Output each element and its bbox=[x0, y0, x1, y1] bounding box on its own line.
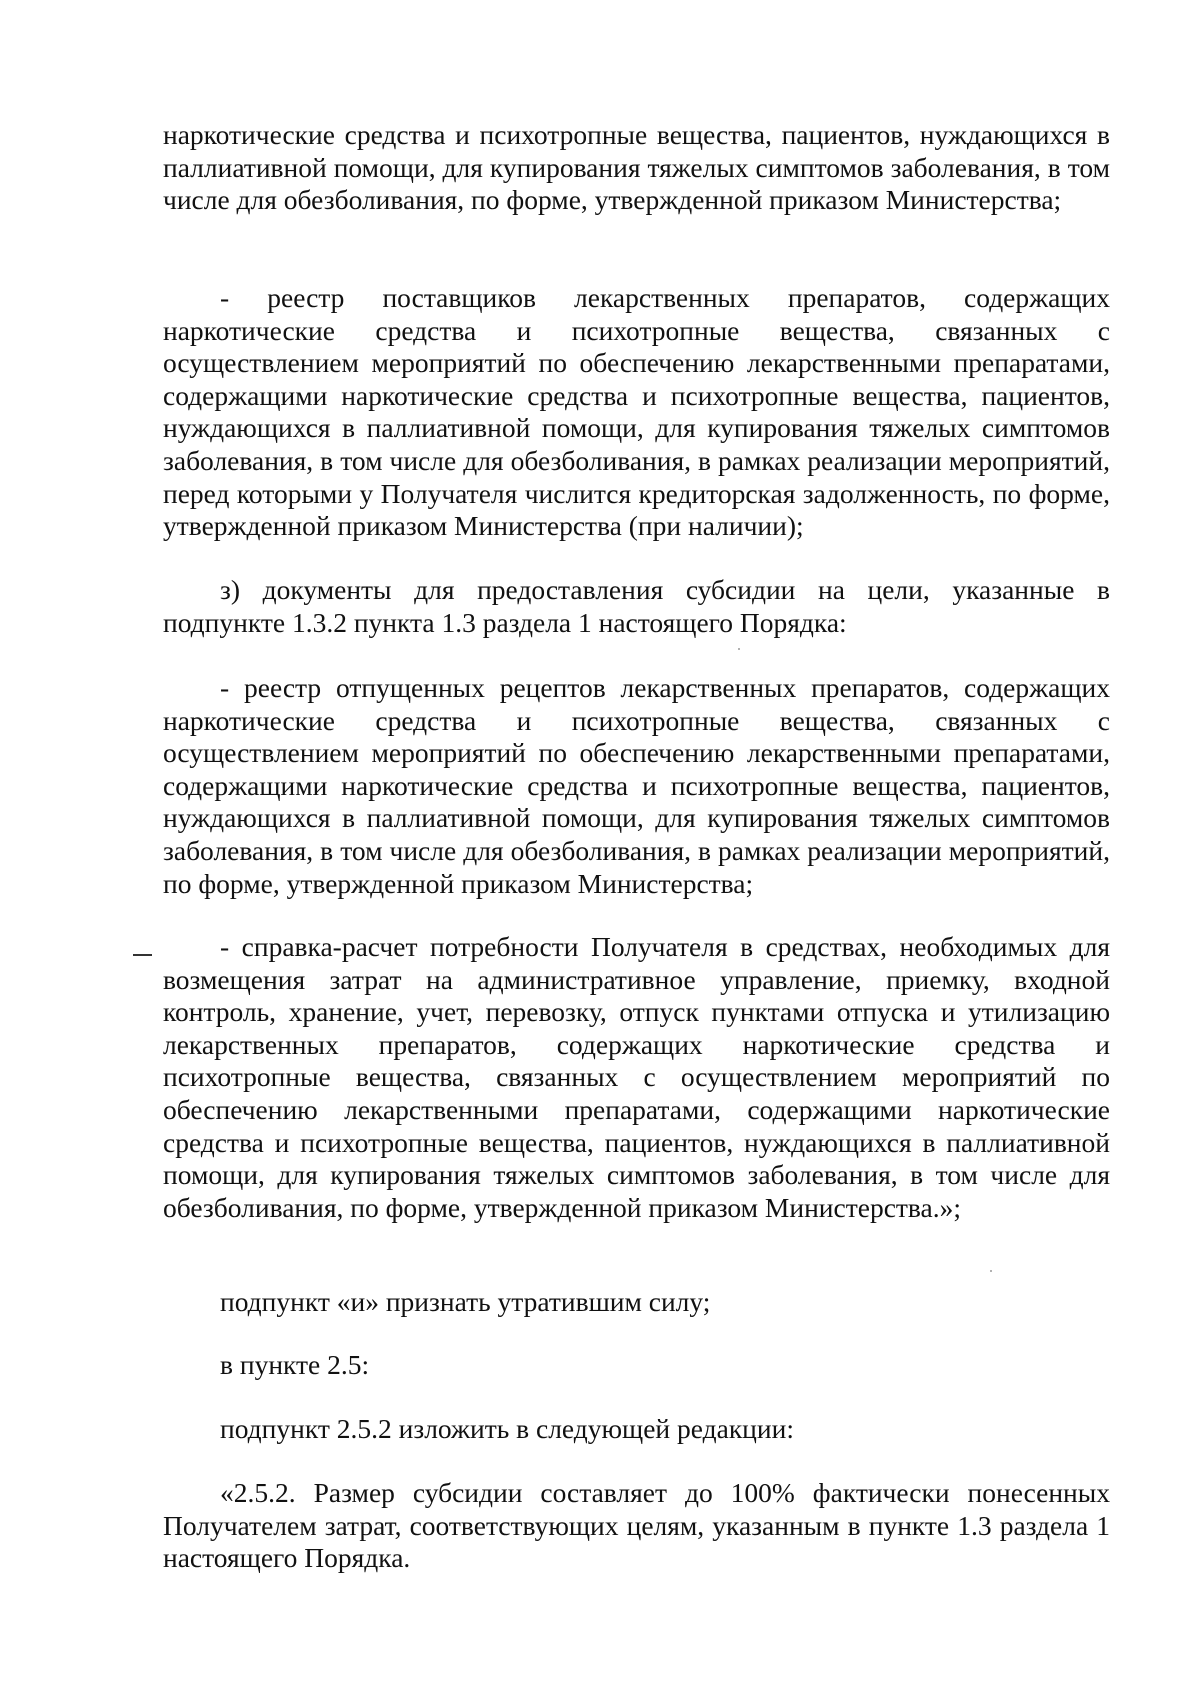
paragraph-supplier-registry: - реестр поставщиков лекарственных препаратов, содержащих наркотические средства и психотропные вещества, связанных с осуществлением мероприятий по обеспечению лекарственными препаратами, содержащими наркотические средства и психотропные вещества, пациентов, нуждающихся в паллиативной помощи, для купирования тяжелых симптомов заболевания, в том числе для обезболивания, в рамках реализации мероприятий, перед которыми у Получателя числится кредиторская задолженность, по форме, утвержденной приказом Министерства (при наличии); bbox=[163, 282, 1110, 542]
paragraph-subitem-2-5-2-intro: подпункт 2.5.2 изложить в следующей редакции: bbox=[220, 1413, 794, 1444]
paragraph-subsidy-amount: «2.5.2. Размер субсидии составляет до 100% фактически понесенных Получателем затрат, соответствующих целям, указанным в пункте 1.3 раздела 1 настоящего Порядка. bbox=[163, 1477, 1110, 1574]
paragraph-item-z-documents: з) документы для предоставления субсидии на цели, указанные в подпункте 1.3.2 пункта 1.3 раздела 1 настоящего Порядка: bbox=[163, 574, 1110, 638]
paragraph-continuation-narcotic-list: наркотические средства и психотропные вещества, пациентов, нуждающихся в паллиативной помощи, для купирования тяжелых симптомов заболевания, в том числе для обезболивания, по форме, утвержденной приказом Министерства; bbox=[163, 119, 1110, 216]
paragraph-subitem-i-void: подпункт «и» признать утратившим силу; bbox=[220, 1286, 711, 1317]
scan-speck bbox=[990, 1270, 992, 1272]
scan-speck bbox=[738, 648, 740, 650]
paragraph-prescription-registry: - реестр отпущенных рецептов лекарственных препаратов, содержащих наркотические средства и психотропные вещества, связанных с осуществлением мероприятий по обеспечению лекарственными препаратами, содержащими наркотические средства и психотропные вещества, пациентов, нуждающихся в паллиативной помощи, для купирования тяжелых симптомов заболевания, в том числе для обезболивания, в рамках реализации мероприятий, по форме, утвержденной приказом Министерства; bbox=[163, 672, 1110, 899]
paragraph-cost-calculation: - справка-расчет потребности Получателя в средствах, необходимых для возмещения затрат на административное управление, приемку, входной контроль, хранение, учет, перевозку, отпуск пунктами отпуска и утилизацию лекарственных препаратов, содержащих наркотические средства и психотропные вещества, связанных с осуществлением мероприятий по обеспечению лекарственными препаратами, содержащими наркотические средства и психотропные вещества, пациентов, нуждающихся в паллиативной помощи, для купирования тяжелых симптомов заболевания, в том числе для обезболивания, по форме, утвержденной приказом Министерства.»; bbox=[163, 931, 1110, 1223]
paragraph-in-clause-2-5: в пункте 2.5: bbox=[220, 1349, 370, 1380]
margin-scan-mark bbox=[133, 954, 152, 956]
